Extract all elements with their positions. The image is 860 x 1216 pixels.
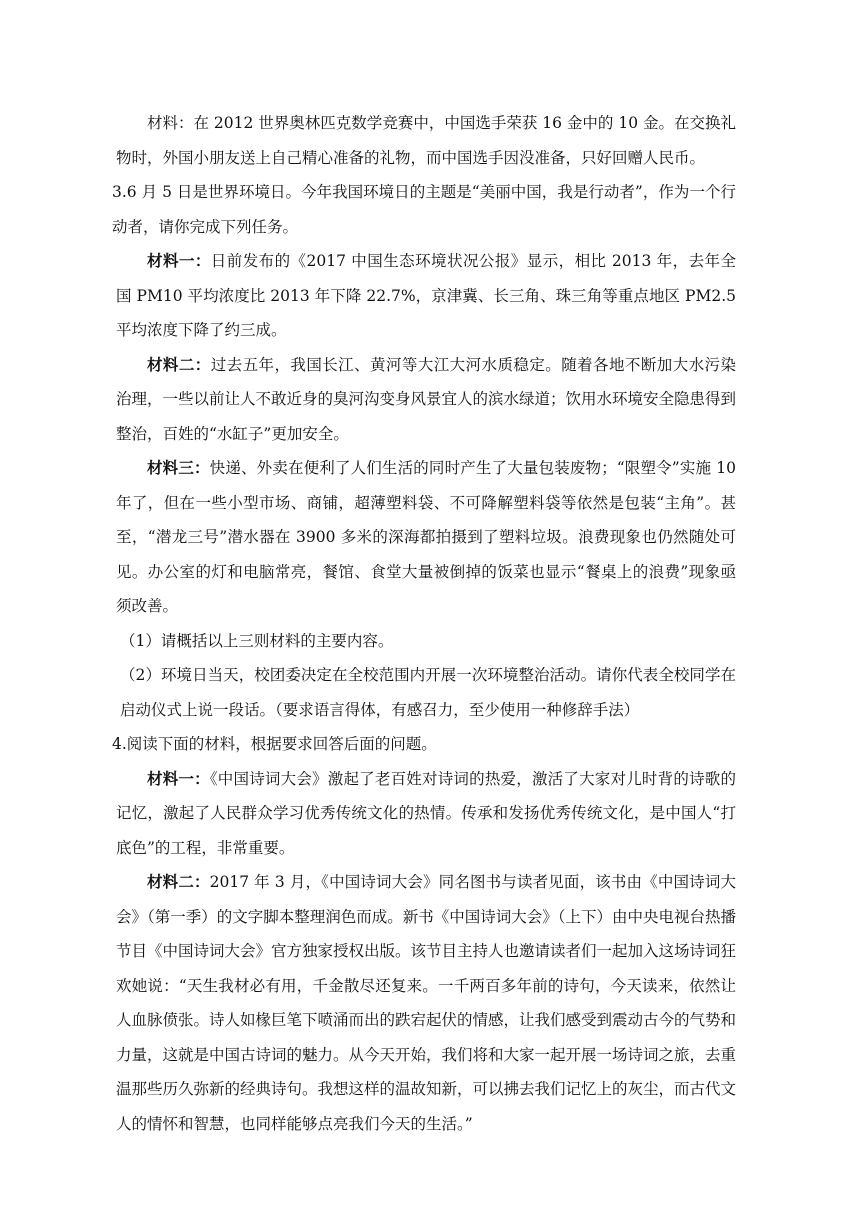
material-label: 材料二： <box>147 872 210 891</box>
paragraph-text: （2）环境日当天，校团委决定在全校范围内开展一次环境整治活动。请你代表全校同学在启动仪式上说一段话。（要求语言得体，有感召力，至少使用一种修辞手法） <box>120 666 736 719</box>
question-paragraph <box>112 727 736 762</box>
material-label: 材料一： <box>147 768 210 788</box>
question-paragraph <box>112 175 736 244</box>
material-label: 材料三： <box>147 458 210 477</box>
paragraph-text: 3.6 月 5 日是世界环境日。今年我国环境日的主题是“美丽中国，我是行动者”，作为一个行动者，请你完成下列任务。 <box>112 183 736 236</box>
sub-question-paragraph <box>116 658 736 727</box>
paragraph-text: 快递、外卖在便利了人们生活的同时产生了大量包装废物；“限塑令”实施 10 年了，但在一些小型市场、商铺，超薄塑料袋、不可降解塑料袋等依然是包装“主角”。甚至，“潜龙三号”潜水器在 3900 多米的深海都拍摄到了塑料垃圾。浪费现象也仍然随处可见。办公室的灯和电脑常亮，餐馆、食堂大量被倒掉的饭菜也显示“餐桌上的浪费”现象亟须改善。 <box>116 459 736 615</box>
material-paragraph <box>116 348 736 452</box>
paragraph-text: 《中国诗词大会》激起了老百姓对诗词的热爱，激活了大家对儿时背的诗歌的记忆，激起了人民群众学习优秀传统文化的热情。传承和发扬优秀传统文化，是中国人“打底色”的工程，非常重要。 <box>116 769 736 857</box>
material-label: 材料一： <box>147 251 211 270</box>
paragraph-text: （1）请概括以上三则材料的主要内容。 <box>120 631 394 650</box>
material-paragraph <box>116 244 736 348</box>
material-paragraph <box>116 451 736 624</box>
material-label: 材料二： <box>147 354 211 374</box>
material-paragraph <box>116 865 736 1141</box>
paragraph-text: 2017 年 3 月，《中国诗词大会》同名图书与读者见面，该书由《中国诗词大会》（第一季）的文字脚本整理润色而成。新书《中国诗词大会》（上下）由中央电视台热播节目《中国诗词大会》官方独家授权出版。该节目主持人也邀请读者们一起加入这场诗词狂欢她说：“天生我材必有用，千金散尽还复来。一千两百多年前的诗句，今天读来，依然让人血脉偾张。诗人如椽巨笔下喷涌而出的跌宕起伏的情感，让我们感受到震动古今的气势和力量，这就是中国古诗词的魅力。从今天开始，我们将和大家一起开展一场诗词之旅，去重温那些历久弥新的经典诗句。我想这样的温故知新，可以拂去我们记忆上的灰尘，而古代文人的情怀和智慧，也同样能够点亮我们今天的生活。” <box>116 873 737 1133</box>
paragraph-text: 4.阅读下面的材料，根据要求回答后面的问题。 <box>112 735 437 753</box>
sub-question-paragraph <box>116 624 736 659</box>
paragraph-text: 材料：在 2012 世界奥林匹克数学竞赛中，中国选手荣获 16 金中的 10 金。在交换礼物时，外国小朋友送上自己精心准备的礼物，而中国选手因没准备，只好回赠人民币。 <box>116 114 736 167</box>
document-body <box>112 106 737 1141</box>
material-paragraph <box>116 106 736 175</box>
paragraph-text: 日前发布的《2017 中国生态环境状况公报》显示，相比 2013 年，去年全国 PM10 平均浓度比 2013 年下降 22.7%，京津冀、长三角、珠三角等重点地区 PM2.5 平均浓度下降了约三成。 <box>116 252 736 339</box>
paragraph-text: 过去五年，我国长江、黄河等大江大河水质稳定。随着各地不断加大水污染治理，一些以前让人不敢近身的臭河沟变身风景宜人的滨水绿道；饮用水环境安全隐患得到整治，百姓的“水缸子”更加安全。 <box>116 355 737 443</box>
material-paragraph <box>116 762 736 866</box>
